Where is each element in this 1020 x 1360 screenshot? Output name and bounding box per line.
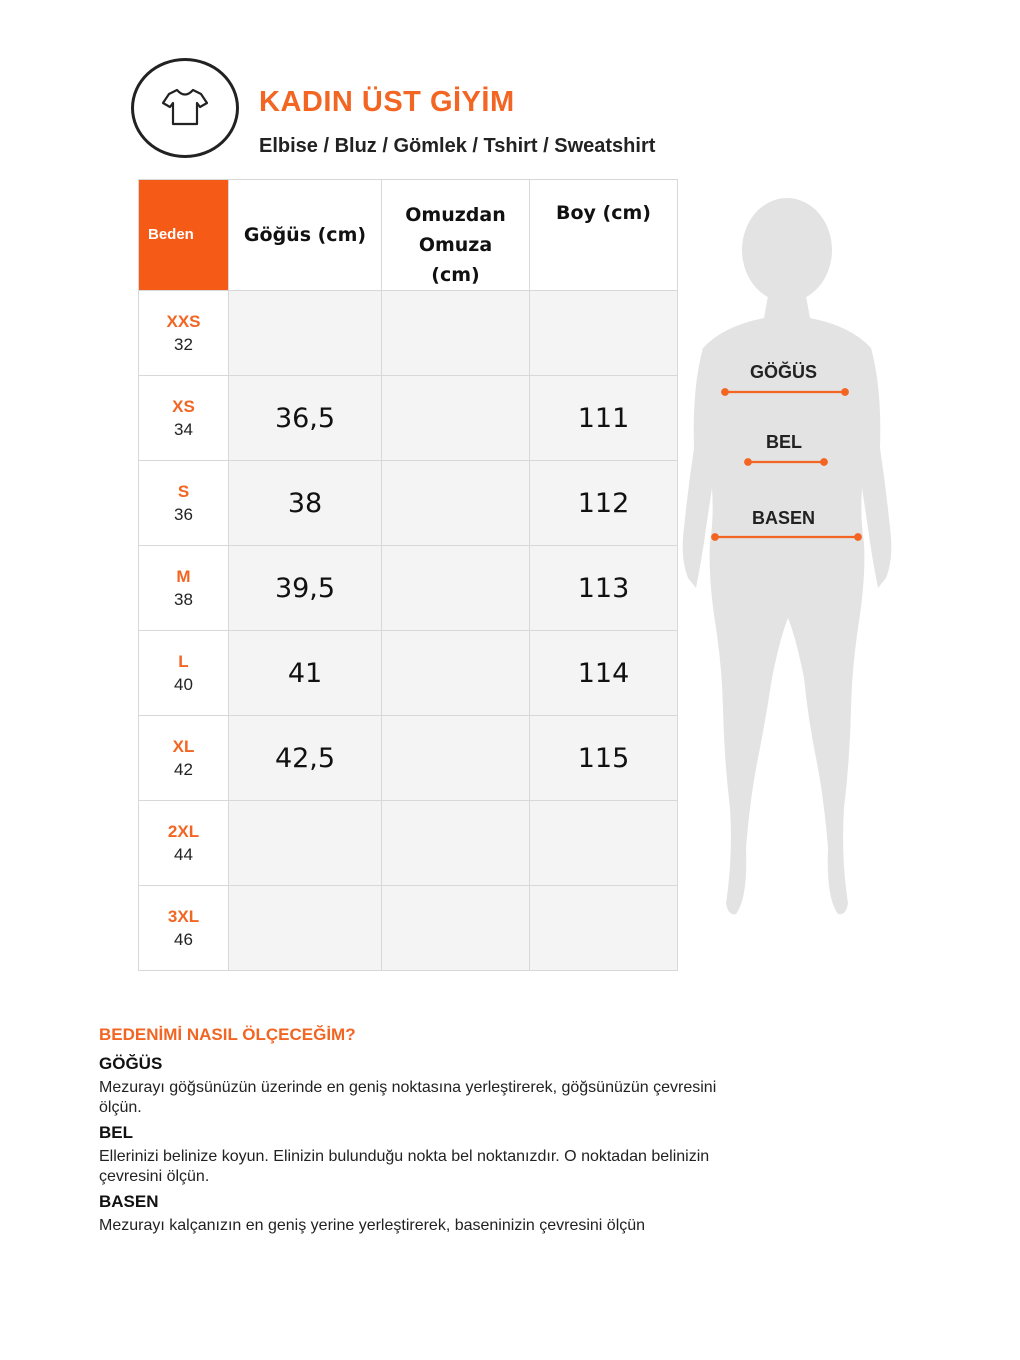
chest-cell xyxy=(229,546,382,631)
chest-value: 38 xyxy=(287,487,323,519)
size-cell xyxy=(139,461,229,546)
measure-guide-title: BEDENİMİ NASIL ÖLÇECEĞİM? xyxy=(99,1025,356,1044)
shoulder-cell xyxy=(382,546,530,631)
shoulder-cell xyxy=(382,461,530,546)
chest-value: 41 xyxy=(287,657,323,689)
size-number: 40 xyxy=(174,675,193,694)
guide-heading-hip: BASEN xyxy=(99,1192,159,1211)
length-value: 114 xyxy=(577,657,630,689)
size-chart-table xyxy=(138,179,678,971)
table-row xyxy=(139,801,678,886)
hip-label: BASEN xyxy=(752,508,816,528)
chest-cell xyxy=(229,801,382,886)
size-number: 34 xyxy=(174,420,193,439)
size-label: 3XL xyxy=(167,907,200,926)
table-row xyxy=(139,886,678,971)
chest-cell xyxy=(229,376,382,461)
shoulder-cell xyxy=(382,291,530,376)
shoulder-cell xyxy=(382,886,530,971)
chest-cell xyxy=(229,886,382,971)
table-row xyxy=(139,631,678,716)
length-value: 112 xyxy=(577,487,630,519)
waist-label: BEL xyxy=(766,432,802,452)
length-cell xyxy=(530,716,678,801)
size-label: 2XL xyxy=(167,822,200,841)
page-title: KADIN ÜST GİYİM xyxy=(259,86,515,118)
guide-text-waist: Ellerinizi belinize koyun. Elinizin bulunduğu nokta bel noktanızdır. O noktadan belinizin çevresini ölçün. xyxy=(99,1148,710,1185)
size-cell xyxy=(139,716,229,801)
size-label: XXS xyxy=(166,312,201,331)
tshirt-icon-badge xyxy=(131,58,239,158)
length-cell xyxy=(530,461,678,546)
size-label: M xyxy=(176,567,191,586)
page-subtitle: Elbise / Bluz / Gömlek / Tshirt / Sweatshirt xyxy=(259,135,656,157)
table-row xyxy=(139,376,678,461)
silhouette-body xyxy=(683,296,892,914)
length-cell xyxy=(530,291,678,376)
size-label: XS xyxy=(172,397,195,416)
chest-value: 39,5 xyxy=(274,572,336,604)
shoulder-cell xyxy=(382,376,530,461)
size-cell xyxy=(139,886,229,971)
body-silhouette xyxy=(676,198,898,920)
length-value: 111 xyxy=(577,402,630,434)
column-header-size: Beden xyxy=(139,180,229,291)
size-number: 38 xyxy=(174,590,193,609)
guide-text-chest: Mezurayı göğsünüzün üzerinde en geniş noktasına yerleştirerek, göğsünüzün çevresini ölçün. xyxy=(99,1079,717,1116)
tshirt-icon xyxy=(161,87,209,127)
table-row xyxy=(139,461,678,546)
length-cell xyxy=(530,886,678,971)
length-value: 113 xyxy=(577,572,630,604)
guide-heading-chest: GÖĞÜS xyxy=(99,1054,163,1073)
chest-cell xyxy=(229,291,382,376)
chest-cell xyxy=(229,461,382,546)
column-header-chest: Göğüs (cm) xyxy=(229,180,382,291)
chest-label: GÖĞÜS xyxy=(750,362,818,382)
size-cell xyxy=(139,631,229,716)
table-row xyxy=(139,546,678,631)
shoulder-cell xyxy=(382,716,530,801)
chest-value: 42,5 xyxy=(274,742,336,774)
size-number: 46 xyxy=(174,930,193,949)
guide-text-hip: Mezurayı kalçanızın en geniş yerine yerleştirerek, baseninizin çevresini ölçün xyxy=(99,1217,646,1234)
size-cell xyxy=(139,376,229,461)
column-header-length: Boy (cm) xyxy=(530,180,678,291)
column-header-shoulder-label: Omuzdan Omuza (cm) xyxy=(405,204,506,286)
table-row xyxy=(139,291,678,376)
size-cell xyxy=(139,801,229,886)
chest-cell xyxy=(229,631,382,716)
shoulder-cell xyxy=(382,631,530,716)
size-number: 42 xyxy=(174,760,193,779)
size-label: L xyxy=(178,652,189,671)
length-cell xyxy=(530,801,678,886)
table-row xyxy=(139,716,678,801)
length-cell xyxy=(530,376,678,461)
length-cell xyxy=(530,631,678,716)
length-cell xyxy=(530,546,678,631)
size-cell xyxy=(139,291,229,376)
size-number: 32 xyxy=(174,335,193,354)
chest-value: 36,5 xyxy=(274,402,336,434)
size-number: 36 xyxy=(174,505,193,524)
size-label: XL xyxy=(172,737,195,756)
size-cell xyxy=(139,546,229,631)
size-label: S xyxy=(177,482,190,501)
shoulder-cell xyxy=(382,801,530,886)
silhouette-head xyxy=(742,198,832,302)
chest-cell xyxy=(229,716,382,801)
size-number: 44 xyxy=(174,845,193,864)
guide-heading-waist: BEL xyxy=(99,1123,133,1142)
length-value: 115 xyxy=(577,742,630,774)
column-header-shoulder xyxy=(382,180,530,291)
table-header-row xyxy=(139,180,678,291)
